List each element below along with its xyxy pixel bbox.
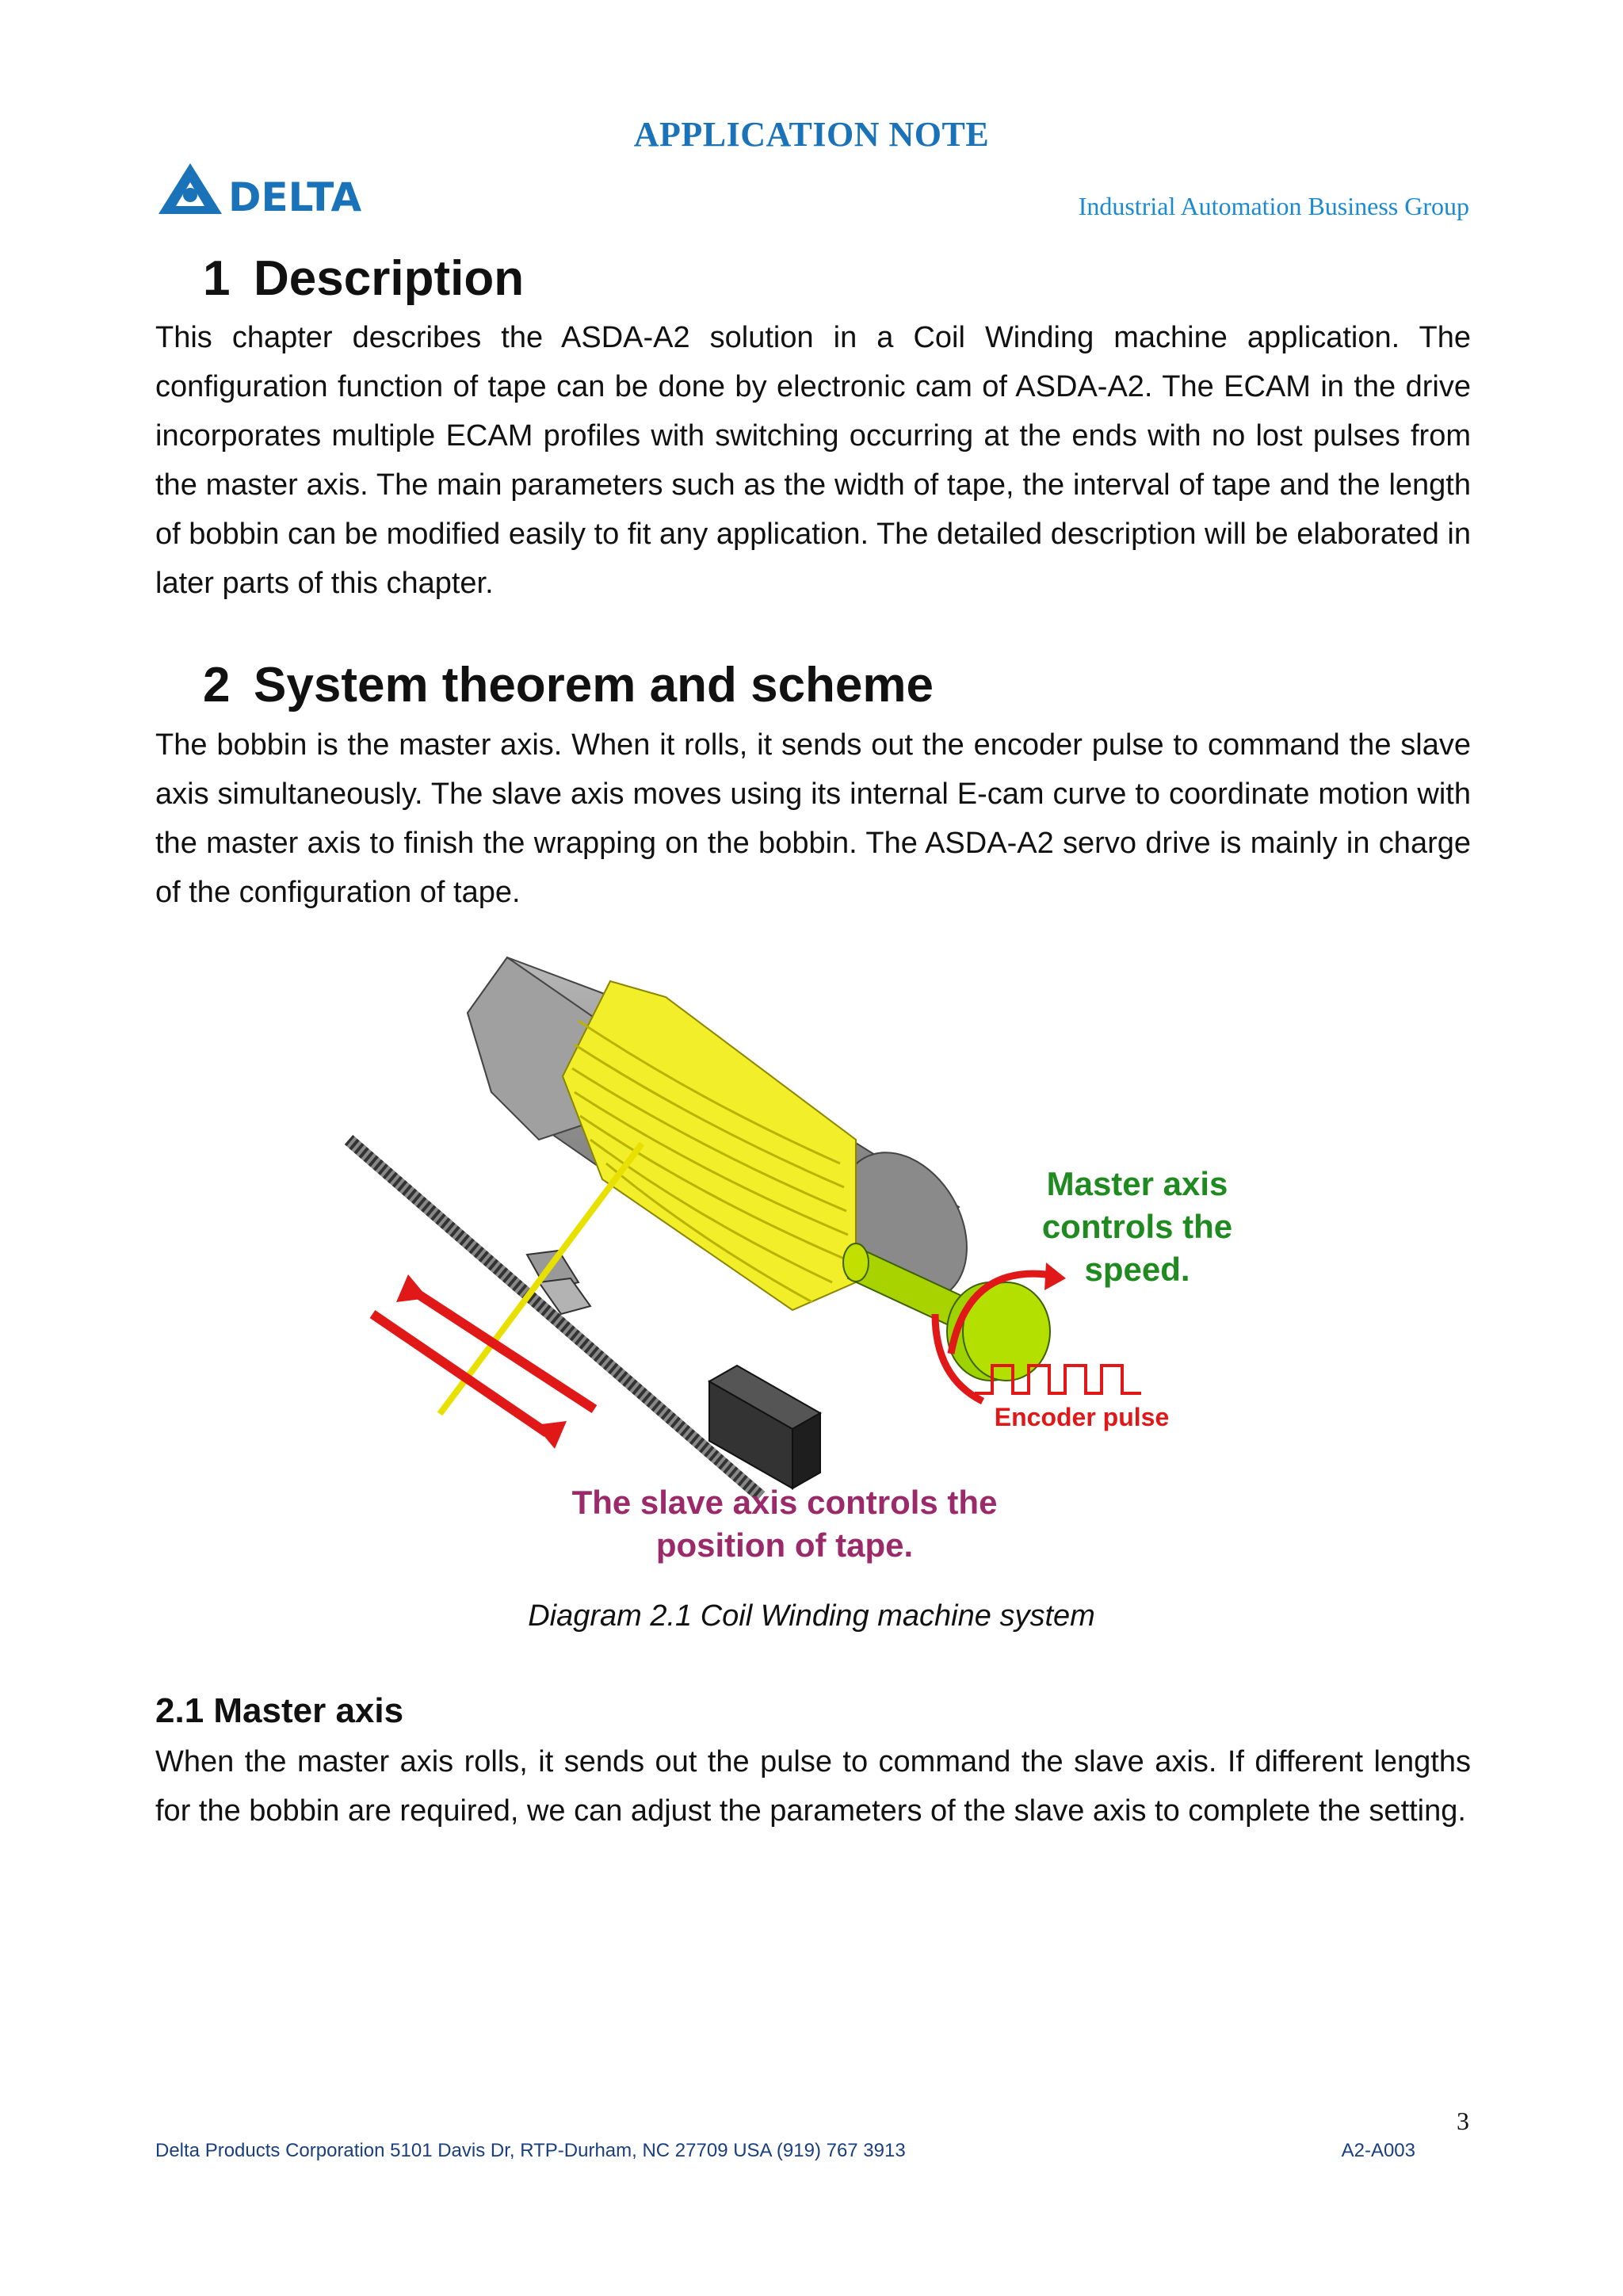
slave-label-line2: position of tape. <box>655 1526 914 1564</box>
section-2-1-body: When the master axis rolls, it sends out the pulse to command the slave axis. If different lengths for the bobbin are required, we can adjust the parameters of the slave axis to complete the setting. <box>155 1745 1471 1828</box>
section-1-title: Description <box>254 251 525 306</box>
section-2-1-heading: 2.1 Master axis <box>155 1691 404 1730</box>
slave-direction-arrowhead-down <box>535 1421 567 1449</box>
master-label-line2: controls the <box>1041 1208 1233 1245</box>
slave-label-line1: The slave axis controls the <box>571 1484 998 1521</box>
section-1-heading <box>203 250 524 307</box>
delta-logo <box>155 159 362 220</box>
slave-direction-arrowhead-up <box>396 1274 428 1302</box>
master-label-line3: speed. <box>1084 1251 1190 1288</box>
header-title: APPLICATION NOTE <box>633 115 990 154</box>
section-2-body: The bobbin is the master axis. When it rolls, it sends out the encoder pulse to command the slave axis simultaneously. The slave axis moves using its internal E-cam curve to coordinate motion with the master axis to finish the wrapping on the bobbin. The ASDA-A2 servo drive is mainly in charge of the configuration of tape. <box>155 728 1471 909</box>
rotation-arrowhead <box>1044 1263 1066 1290</box>
yellow-coil <box>563 981 856 1310</box>
section-2-title: System theorem and scheme <box>254 658 934 712</box>
diagram-caption: Diagram 2.1 Coil Winding machine system <box>528 1599 1095 1633</box>
section-1-number: 1 <box>203 251 231 306</box>
page-number: 3 <box>1457 2107 1469 2135</box>
encoder-label: Encoder pulse <box>994 1403 1170 1431</box>
slave-direction-arrow-down <box>372 1314 547 1433</box>
section-1-body: This chapter describes the ASDA-A2 solution in a Coil Winding machine application. The configuration function of tape can be done by electronic cam of ASDA-A2. The ECAM in the drive incorporates multiple ECAM profiles with switching occurring at the ends with no lost pulses from the master axis. The main parameters such as the width of tape, the interval of tape and the length of bobbin can be modified easily to fit any application. The detailed description will be elaborated in later parts of this chapter. <box>155 321 1471 600</box>
master-label-line1: Master axis <box>1046 1165 1228 1202</box>
section-2-number: 2 <box>203 658 231 712</box>
svg-text:DELTA: DELTA <box>228 174 362 220</box>
group-name: Industrial Automation Business Group <box>1078 192 1469 220</box>
section-2-heading <box>203 657 934 713</box>
footer-doc-code: A2-A003 <box>1341 2140 1415 2161</box>
footer-address: Delta Products Corporation 5101 Davis Dr, RTP-Durham, NC 27709 USA (919) 767 3913 <box>155 2140 906 2161</box>
coil-winding-diagram <box>349 942 1284 1576</box>
